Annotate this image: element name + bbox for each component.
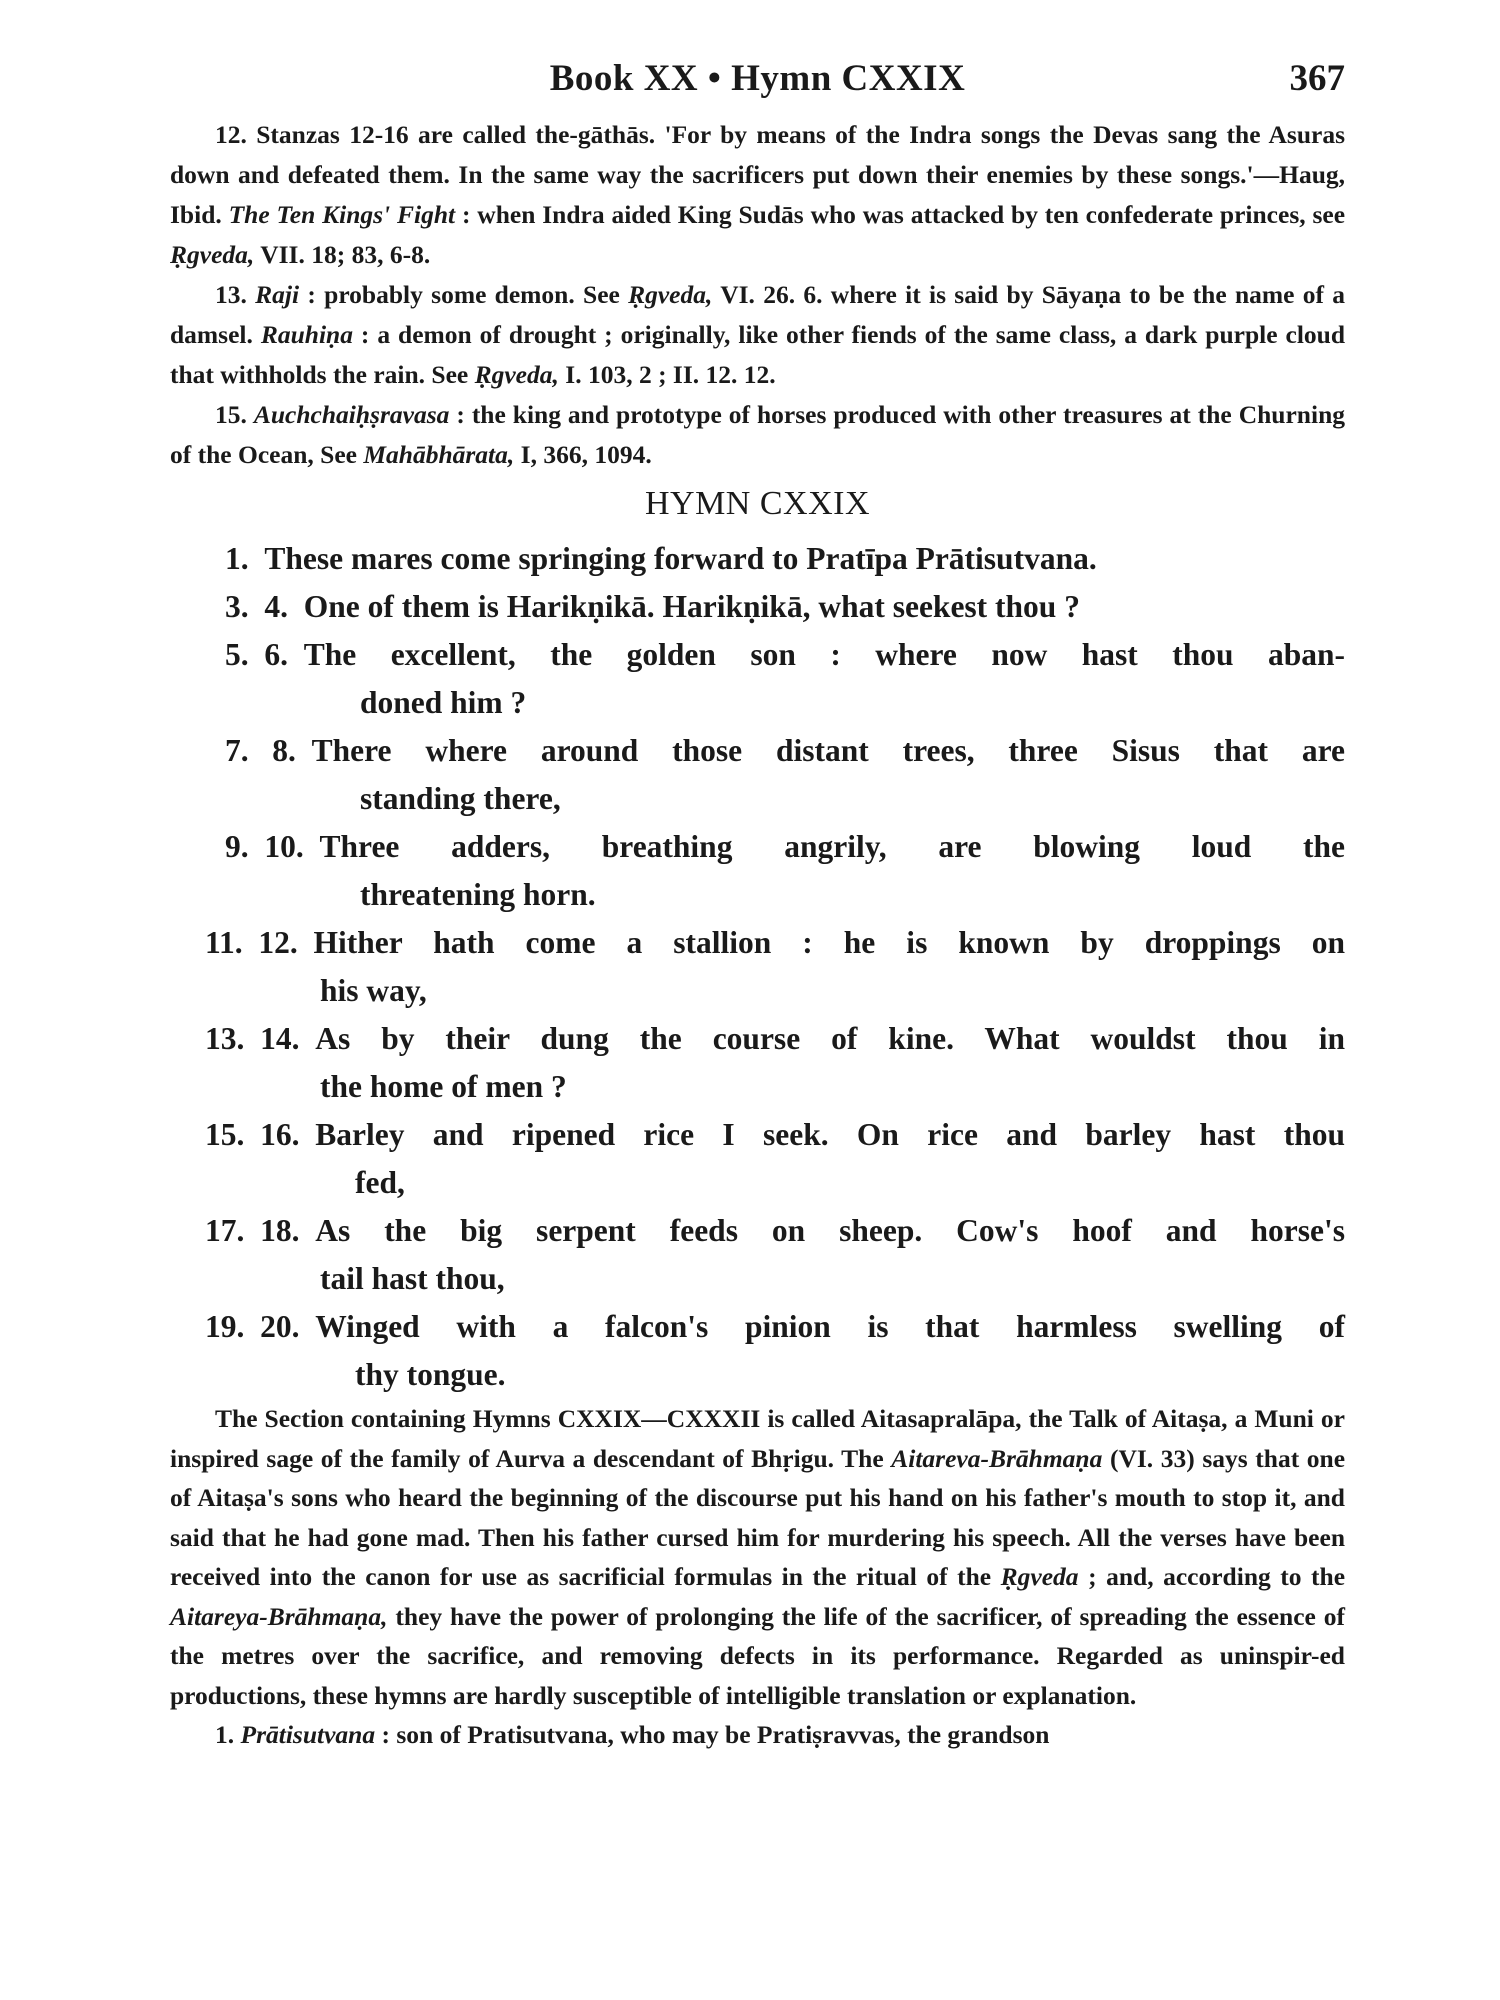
note-text: I. 103, 2 ; II. 12. 12. (565, 360, 776, 389)
footnotes-top (170, 115, 1345, 475)
verse-number: 7. 8. (225, 733, 312, 768)
verse-line: Three adders, breathing angrily, are blowing loud the (319, 829, 1345, 864)
verse-number: 13. 14. (205, 1021, 316, 1056)
note-number: 1. (215, 1720, 235, 1749)
verse-number: 9. 10. (225, 829, 320, 864)
verse (170, 1303, 1345, 1399)
paragraph-italic: Aitareya-Brāhmaṇa, (170, 1601, 388, 1631)
verse-number: 15. 16. (205, 1117, 316, 1152)
page (170, 45, 1345, 1755)
verse-line: The excellent, the golden son : where now hast thou aban- (303, 637, 1345, 672)
note-number: 13. (215, 280, 247, 309)
paragraph-italic: Ṛgveda (1000, 1562, 1079, 1591)
verse-continuation: doned him ? (360, 685, 527, 720)
verse (170, 583, 1345, 631)
paragraph-text: The Section containing Hymns CXXIX—CXXXII is called Aitasapralāpa, the Talk of Aitaṣa, a Muni or inspired sage of the family of Aurva a descendant of Bhṛigu. The (170, 1404, 1345, 1473)
paragraph-italic: Aitareva-Brāhmaṇa (891, 1443, 1103, 1473)
note-italic: Rauhiṇa (260, 320, 353, 349)
verse-number: 3. 4. (225, 589, 304, 624)
note-text: : a demon of drought ; originally, like other fiends of the same class, a dark purple cloud that withholds the rain. See (170, 320, 1346, 389)
note-italic: Ṛgveda, (170, 240, 255, 269)
note-text: I, 366, 1094. (520, 440, 652, 469)
verse (170, 1111, 1345, 1207)
hymn-title: HYMN CXXIX (644, 485, 871, 522)
note-number: 15. (215, 400, 247, 429)
verse-line: One of them is Harikṇikā. Harikṇikā, what seekest thou ? (303, 589, 1080, 624)
verse-number: 1. (225, 541, 265, 576)
paragraph-text: they have the power of prolonging the life of the sacrificer, of spreading the essence of the metres over the sacrifice, and removing defects in its performance. Regarded as uninspir-ed productions, these hymns are hardly susceptible of intelligible translation or explanation. (170, 1601, 1345, 1710)
verse-continuation: the home of men ? (320, 1069, 567, 1104)
note-italic: Mahābhārata, (363, 440, 515, 469)
verse (170, 919, 1345, 1015)
verse-continuation: threatening horn. (360, 877, 596, 912)
verse-continuation: his way, (320, 973, 427, 1008)
note-1 (170, 1715, 1345, 1755)
paragraph-text: (VI. 33) says that one of Aitaṣa's sons who heard the beginning of the discourse put his hand on his father's mouth to stop it, and said that he had gone mad. Then his father cursed him for murdering his speech. All the verses have been received into the canon for use as sacrificial formulas in the ritual of the (170, 1443, 1346, 1591)
commentary-paragraph (170, 1399, 1345, 1715)
note-italic: Auchchaiḥṣravasa (253, 400, 450, 429)
verse (170, 1207, 1345, 1303)
note-italic: Ṛgveda, (628, 280, 713, 309)
running-title: Book XX • Hymn CXXIX (549, 58, 966, 99)
verse-line: There where around those distant trees, three Sisus that are (311, 733, 1345, 768)
verse (170, 823, 1345, 919)
note-12 (170, 115, 1345, 275)
note-text: : when Indra aided King Sudās who was attacked by ten confederate princes, see (461, 200, 1346, 229)
verse-line: Hither hath come a stallion : he is known by droppings on (313, 925, 1345, 960)
paragraph-text: ; and, according to the (1088, 1562, 1346, 1591)
note-13 (170, 275, 1345, 395)
verse-continuation: thy tongue. (355, 1357, 506, 1392)
hymn-verses (170, 535, 1345, 1399)
verse (170, 1015, 1345, 1111)
note-text: VII. 18; 83, 6-8. (260, 240, 431, 269)
verse-line: As the big serpent feeds on sheep. Cow's hoof and horse's (315, 1213, 1345, 1248)
note-number: 12. (215, 120, 247, 149)
note-text: : son of Pratisutvana, who may be Pratiṣravvas, the grandson (381, 1720, 1050, 1749)
note-italic: Raji (255, 280, 300, 309)
note-text: Stanzas 12-16 are called the-gāthās. 'For by means of the Indra songs the Devas sang the Asuras down and defeated them. In the same way the sacrificers put down their enemies by these songs.'—Haug, Ibid. (170, 120, 1345, 229)
verse-number: 19. 20. (205, 1309, 316, 1344)
section-commentary (170, 1399, 1345, 1755)
verse-line: Winged with a falcon's pinion is that harmless swelling of (315, 1309, 1345, 1344)
verse (170, 631, 1345, 727)
note-italic: Ṛgveda, (474, 360, 559, 389)
page-header (170, 45, 1345, 115)
verse-number: 5. 6. (225, 637, 304, 672)
verse-line: As by their dung the course of kine. What wouldst thou in (315, 1021, 1345, 1056)
verse-line: These mares come springing forward to Pratīpa Prātisutvana. (264, 541, 1097, 576)
note-text: : probably some demon. See (307, 280, 620, 309)
page-number: 367 (1289, 58, 1345, 99)
verse-line: Barley and ripened rice I seek. On rice and barley hast thou (315, 1117, 1345, 1152)
note-italic: The Ten Kings' Fight (228, 200, 456, 229)
verse-continuation: tail hast thou, (320, 1261, 505, 1296)
note-text: VI. 26. 6. where it is said by Sāyaṇa to be the name of a damsel. (170, 280, 1345, 349)
verse-continuation: fed, (355, 1165, 405, 1200)
verse (170, 535, 1345, 583)
note-italic: Prātisutvana (240, 1720, 376, 1749)
verse-number: 11. 12. (205, 925, 314, 960)
note-15 (170, 395, 1345, 475)
verse-continuation: standing there, (360, 781, 561, 816)
note-text: : the king and prototype of horses produced with other treasures at the Churning of the Ocean, See (170, 400, 1346, 469)
verse (170, 727, 1345, 823)
verse-number: 17. 18. (205, 1213, 316, 1248)
